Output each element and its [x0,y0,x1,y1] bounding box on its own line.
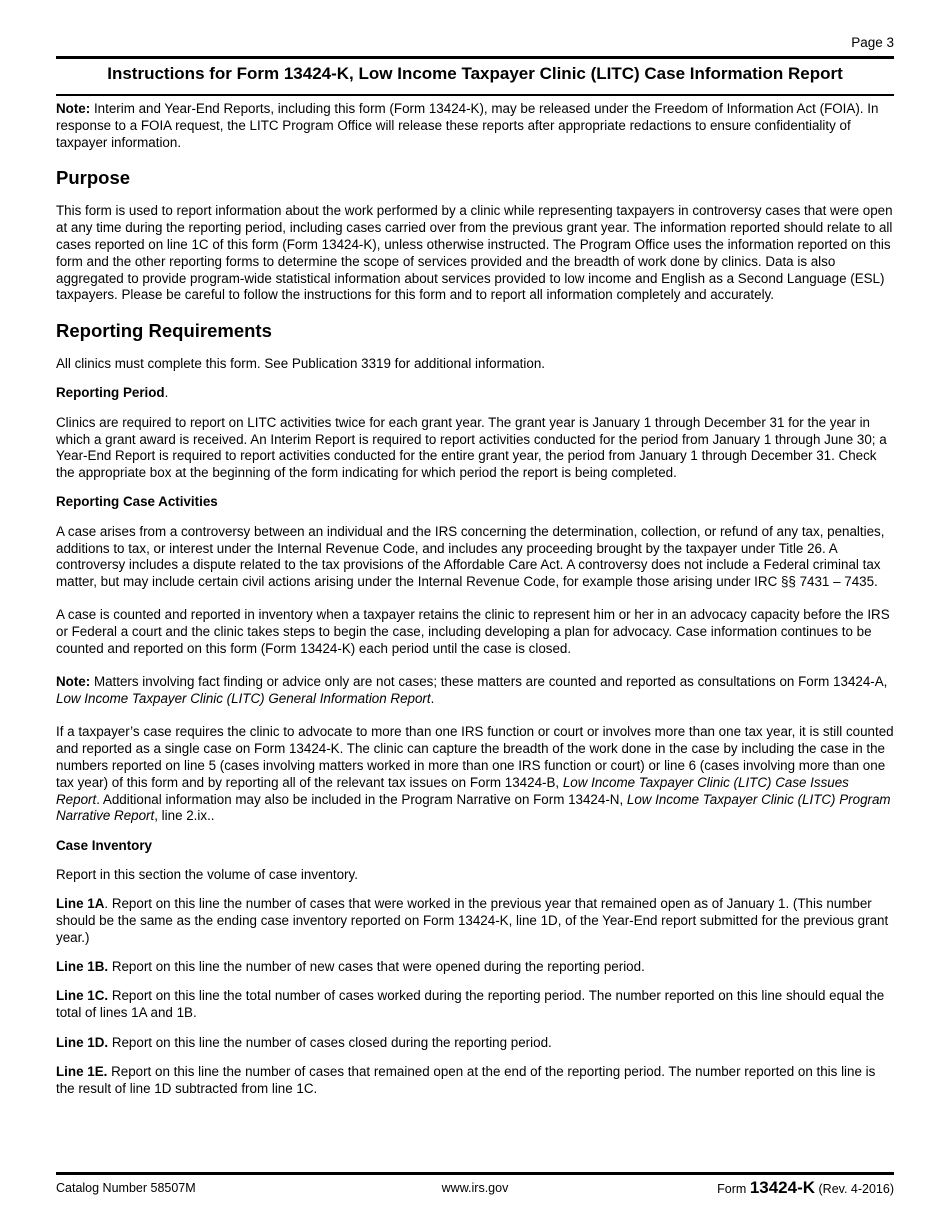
form-number: 13424-K [749,1178,816,1197]
case-note-paragraph: Note: Matters involving fact finding or advice only are not cases; these matters are counted and reported as consultations on Form 13424-A, Low Income Taxpayer Clinic (LITC) General Information Report. [56,674,888,707]
purpose-paragraph: This form is used to report information about the work performed by a clinic while representing taxpayers in controversy cases that were open at any time during the reporting period, including cases carried over from the previous grant year. The information reported should relate to all cases reported on line 1C of this form (Form 13424-K), unless otherwise instructed. The Program Office uses the information reported on this form and the other reporting forms to determine the scope of services provided and the breadth of work done by clinics. Data is also aggregated to provide program-wide statistical information about services provided to low income and English as a Second Language (ESL) taxpayers. Please be careful to follow the instructions for this form and to report all information completely and accurately. [56,203,893,303]
line-1d-instruction: Line 1D. Report on this line the number of cases closed during the reporting period. [56,1034,552,1050]
reporting-period-paragraph: Clinics are required to report on LITC activities twice for each grant year. The grant year is January 1 through December 31 for the year in which a grant award is received. An Interim Report is required to report activities conducted for the period from January 1 through June 30; a Year-End Report is required to report activities conducted for the entire grant year, the period from January 1 through December 31. Check the appropriate box at the beginning of the form indicating for which period the report is being completed. [56,414,887,481]
catalog-number: Catalog Number 58507M [56,1181,196,1195]
case-inventory-heading: Case Inventory [56,837,153,853]
line-1b-instruction: Line 1B. Report on this line the number of new cases that were opened during the reporting period. [56,959,645,975]
title-rule [56,94,894,96]
requirements-heading: Reporting Requirements [56,320,272,342]
line-1a-instruction: Line 1A. Report on this line the number of cases that were worked in the previous year that remained open as of January 1. (This number should be the same as the ending case inventory reported on Form 13424-K, line 1D, of the Year-End report submitted for the previous grant year.) [56,896,889,945]
page-footer [56,1178,894,1198]
line-1e-instruction: Line 1E. Report on this line the number of cases that remained open at the end of the reporting period. The number reported on this line is the result of line 1D subtracted from line 1C. [56,1063,876,1096]
form-identifier: Form 13424-K (Rev. 4-2016) [717,1178,894,1197]
page-number: Page 3 [851,35,894,50]
footer-rule [56,1172,894,1175]
requirements-intro: All clinics must complete this form. See Publication 3319 for additional information. [56,356,545,372]
case-definition-paragraph: A case arises from a controversy between an individual and the IRS concerning the determination, collection, or refund of any tax, penalties, additions to tax, or interest under the Internal Revenue Code, and includes any proceeding brought by the taxpayer under Title 26. A controversy includes a dispute related to the tax provisions of the Affordable Care Act. A controversy does not include a Federal criminal tax matter, but may include certain civil actions arising under the Internal Revenue Code, for example those arising under IRC §§ 7431 – 7435. [56,523,885,590]
website-link[interactable]: www.irs.gov [441,1181,509,1195]
line-1c-instruction: Line 1C. Report on this line the total number of cases worked during the reporting period. The number reported on this line should equal the total of lines 1A and 1B. [56,988,885,1021]
purpose-heading: Purpose [56,167,131,189]
note-label: Note: [56,101,91,116]
case-counting-paragraph: A case is counted and reported in inventory when a taxpayer retains the clinic to represent him or her in an advocacy capacity before the IRS or Federal a court and the clinic takes steps to begin the case, including developing a plan for advocacy. Case information continues to be counted and reported on this form (Form 13424-K) each period until the case is closed. [56,607,890,657]
case-inventory-intro: Report in this section the volume of case inventory. [56,867,358,882]
instructions-body [56,101,894,1110]
multiple-function-paragraph: If a taxpayer’s case requires the clinic to advocate to more than one IRS function or court or involves more than one tax year, it is still counted and reported as a single case on Form 13424-K. The clinic can capture the breadth of the work done in the case by including the case in the numbers reported on line 5 (cases involving matters worked in more than one IRS function or court) or line 6 (cases involving more than one tax year) of this form and by reporting all of the relevant tax issues on Form 13424-B, Low Income Taxpayer Clinic (LITC) Case Issues Report. Additional information may also be included in the Program Narrative on Form 13424-N, Low Income Taxpayer Clinic (LITC) Program Narrative Report, line 2.ix.. [56,724,894,824]
header-rule [56,56,894,59]
case-note-label: Note: [56,674,91,690]
case-activities-heading: Reporting Case Activities [56,494,218,510]
document-title: Instructions for Form 13424-K, Low Income Taxpayer Clinic (LITC) Case Information Report [107,64,843,83]
note-paragraph [56,101,894,151]
note-text: Interim and Year-End Reports, including this form (Form 13424-K), may be released under the Freedom of Information Act (FOIA). In response to a FOIA request, the LITC Program Office will release these reports after appropriate redactions to ensure confidentiality of taxpayer information. [56,101,879,150]
reporting-period-heading: Reporting Period. [56,385,169,401]
